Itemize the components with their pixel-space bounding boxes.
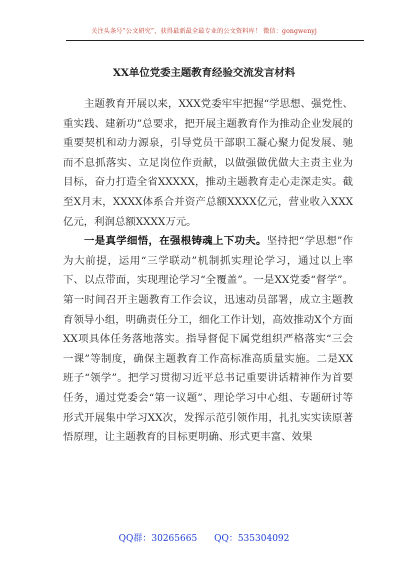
- document-title: XX单位党委主题教育经验交流发言材料: [112, 67, 296, 79]
- header-divider: [66, 40, 364, 41]
- footer-qq-number: QQ：535304092: [214, 534, 290, 544]
- section-one-text: 坚持把“学思想”作为大前提，运用“三学联动”机制抓实理论学习，通过以上率下、以点带面，实现理论学习“全覆盖”。一是XX党委“督学”。第一时间召开主题教育工作会议，迅速动员部署，成立主题教育领导小组，明确责任分工，细化工作计划，高效推动X个方面XX项具体任务落地落实。指导督促下属党组织严格落实“三会一课”等制度，确保主题教育工作高标准高质量实施。二是XX班子“领学”。把学习贯彻习近平总书记重要讲话精神作为首要任务，通过党委会“第一议题”、理论学习中心组、专题研讨等形式开展集中学习XX次，发挥示范引领作用，扎扎实实读原著悟原理，让主题教育的目标更明确、形式更丰富、效果: [63, 235, 354, 444]
- section-one-heading: 一是真学细悟，在强根铸魂上下功夫。: [84, 235, 267, 248]
- document-body: [63, 95, 353, 448]
- footer-qq-group: QQ群：30265665: [118, 534, 198, 544]
- paragraph-intro: 主题教育开展以来，XXX党委牢牢把握“学思想、强党性、重实践、建新功”总要求，把开展主题教育作为推动企业发展的重要契机和动力源泉，引导党员干部职工凝心聚力促发展、驰而不息抓落实、立足岗位作贡献，以做强做优做大主责主业为目标，奋力打造全省XXXXX，推动主题教育走心走深走实。截至X月末，XXXX体系合并资产总额XXXX亿元，营业收入XXX亿元，利润总额XXXX万元。: [63, 98, 353, 228]
- header-promo-text: 关注头条号“公文研究”，获得最新最全最专业的公文资料库！ 微信：gongwenyj: [91, 28, 317, 35]
- footer-contact: [0, 531, 408, 544]
- paragraph-section-one: [63, 232, 353, 448]
